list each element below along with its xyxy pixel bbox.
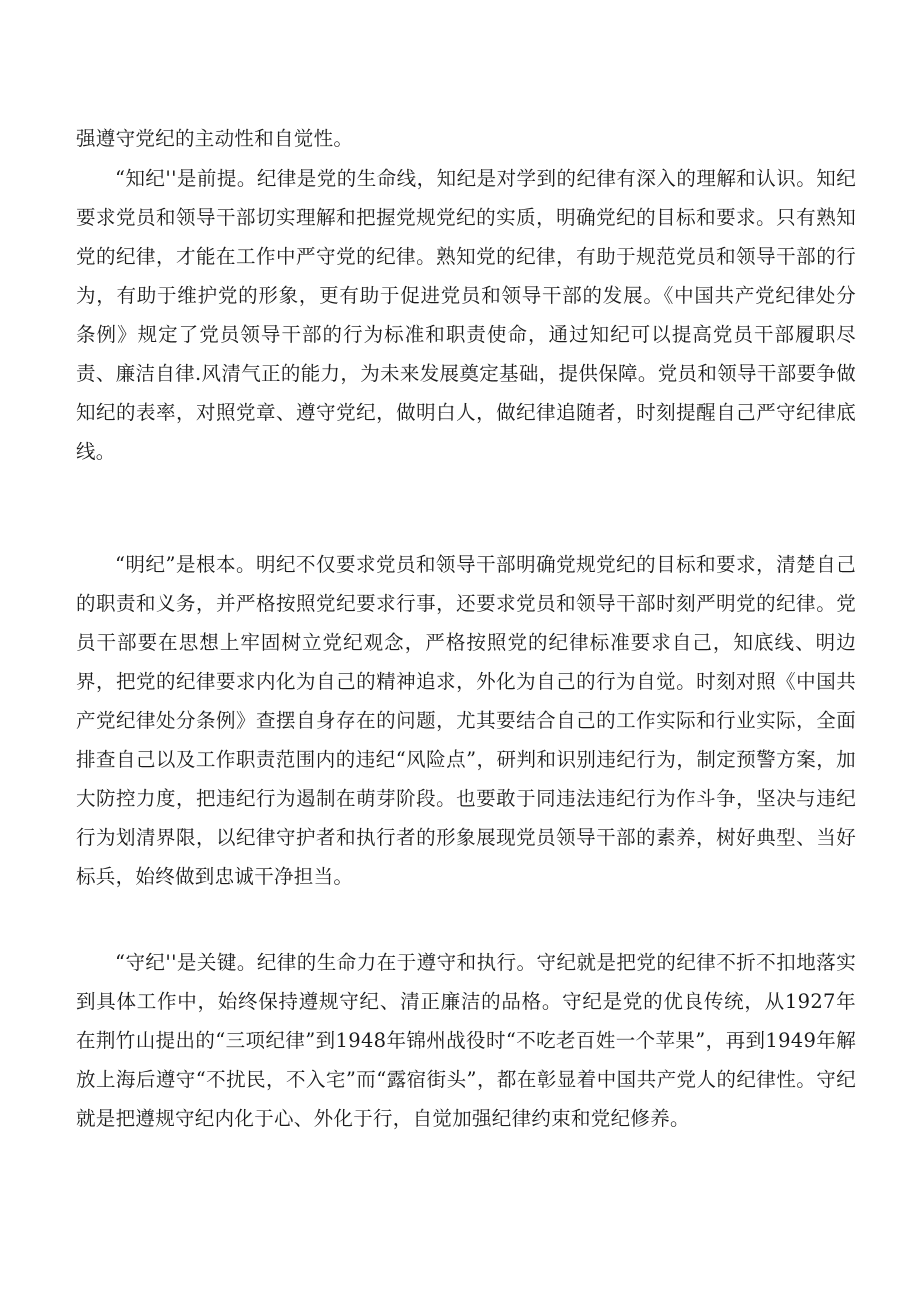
- paragraph-mingji: “明纪”是根本。明纪不仅要求党员和领导干部明确党规党纪的目标和要求，清楚自己的职责和义务，并严格按照党纪要求行事，还要求党员和领导干部时刻严明党的纪律。党员干部要在思想上牢固树立党纪观念，严格按照党的纪律标准要求自己，知底线、明边界，把党的纪律要求内化为自己的精神追求，外化为自己的行为自觉。时刻对照《中国共产党纪律处分条例》查摆自身存在的问题，尤其要结合自己的工作实际和行业实际，全面排查自己以及工作职责范围内的违纪“风险点”，研判和识别违纪行为，制定预警方案，加大防控力度，把违纪行为遏制在萌芽阶段。也要敢于同违法违纪行为作斗争，坚决与违纪行为划清界限，以纪律守护者和执行者的形象展现党员领导干部的素养，树好典型、当好标兵，始终做到忠诚干净担当。: [76, 553, 856, 888]
- paragraph-zhiji: “知纪''是前提。纪律是党的生命线，知纪是对学到的纪律有深入的理解和认识。知纪要求党员和领导干部切实理解和把握党规党纪的实质，明确党纪的目标和要求。只有熟知党的纪律，才能在工作中严守党的纪律。熟知党的纪律，有助于规范党员和领导干部的行为，有助于维护党的形象，更有助于促进党员和领导干部的发展。《中国共产党纪律处分条例》规定了党员领导干部的行为标准和职责使命，通过知纪可以提高党员干部履职尽责、廉洁自律.风清气正的能力，为未来发展奠定基础，提供保障。党员和领导干部要争做知纪的表率，对照党章、遵守党纪，做明白人，做纪律追随者，时刻提醒自己严守纪律底线。: [76, 167, 856, 463]
- paragraph-shouji: “守纪''是关键。纪律的生命力在于遵守和执行。守纪就是把党的纪律不折不扣地落实到具体工作中，始终保持遵规守纪、清正廉洁的品格。守纪是党的优良传统，从1927年在荆竹山提出的“三项纪律”到1948年锦州战役时“不吃老百姓一个苹果”，再到1949年解放上海后遵守“不扰民，不入宅”而“露宿街头”，都在彰显着中国共产党人的纪律性。守纪就是把遵规守纪内化于心、外化于行，自觉加强纪律约束和党纪修养。: [76, 951, 856, 1130]
- paragraph-continuation: 强遵守党纪的主动性和自觉性。: [76, 127, 354, 150]
